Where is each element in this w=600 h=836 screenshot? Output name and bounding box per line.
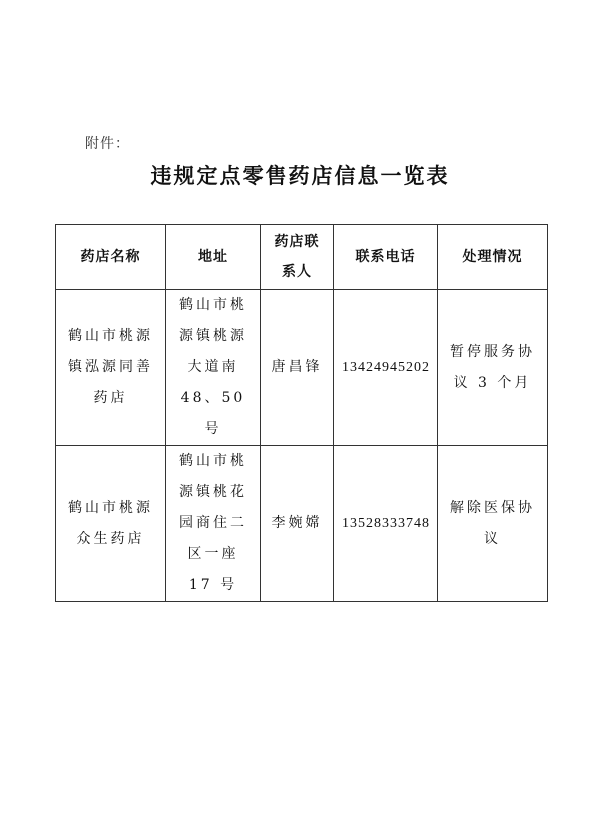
cell-phone: 13528333748 [334,446,438,602]
cell-phone: 13424945202 [334,290,438,446]
cell-handling: 解除医保协议 [438,446,548,602]
table-header-row [56,225,548,290]
cell-contact-person: 唐昌锋 [261,290,334,446]
header-pharmacy-name: 药店名称 [56,225,166,290]
cell-contact-person: 李婉嫦 [261,446,334,602]
header-address: 地址 [166,225,261,290]
cell-handling: 暂停服务协议 3 个月 [438,290,548,446]
cell-pharmacy-name: 鹤山市桃源镇泓源同善药店 [56,290,166,446]
table-row [56,290,548,446]
cell-pharmacy-name: 鹤山市桃源众生药店 [56,446,166,602]
pharmacy-info-table [55,224,548,602]
header-handling: 处理情况 [438,225,548,290]
document-title: 违规定点零售药店信息一览表 [150,164,450,188]
cell-address: 鹤山市桃源镇桃源大道南 48、50 号 [166,290,261,446]
attachment-label: 附件： [85,136,130,152]
header-phone: 联系电话 [334,225,438,290]
table-row [56,446,548,602]
cell-address: 鹤山市桃源镇桃花园商住二区一座 17 号 [166,446,261,602]
header-contact-person: 药店联系人 [261,225,334,290]
